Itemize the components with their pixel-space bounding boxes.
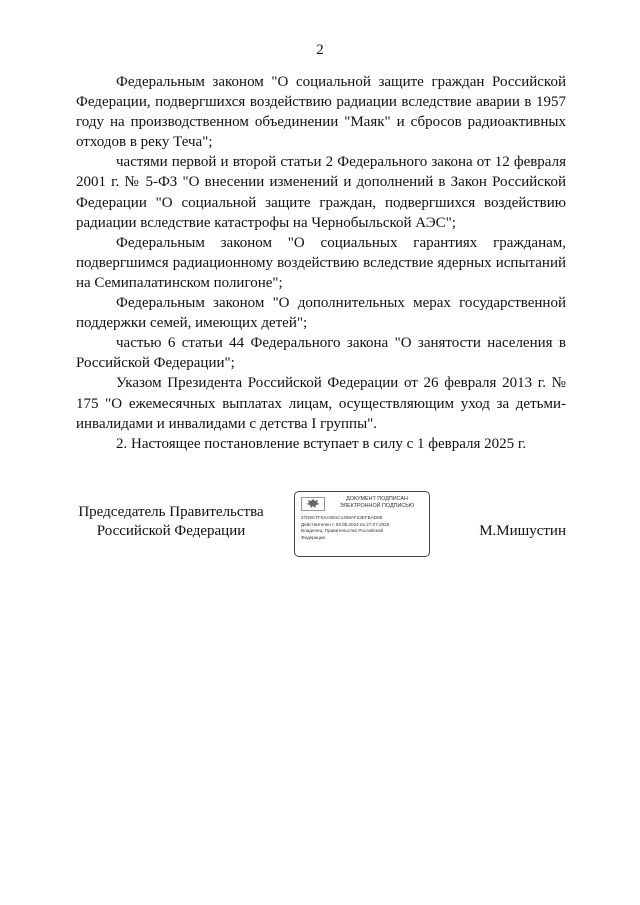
stamp-title-line-2: ЭЛЕКТРОННОЙ ПОДПИСЬЮ xyxy=(339,503,415,509)
stamp-title xyxy=(327,496,427,510)
page-number: 2 xyxy=(316,42,324,58)
paragraph-employment-law: частью 6 статьи 44 Федерального закона "О занятости населения в Российской Федерации"; xyxy=(76,335,566,372)
paragraph-semipalatinsk-law: Федеральным законом "О социальных гарантиях гражданам, подвергшимся радиационному воздействию вследствие ядерных испытаний на Семипалатинском полигоне"; xyxy=(76,234,566,291)
signer-name: М.Мишустин xyxy=(479,523,566,539)
stamp-owner-line-2: Федерации xyxy=(301,534,326,540)
paragraph-chernobyl-law: частями первой и второй статьи 2 Федерального закона от 12 февраля 2001 г. № 5-ФЗ "О внесении изменений и дополнений в Закон Российской Федерации "О социальной защите граждан, подвергшихся воздействию радиации вследствие катастрофы на Чернобыльской АЭС"; xyxy=(76,154,566,231)
signer-title-line-1: Председатель Правительства xyxy=(78,504,264,520)
stamp-details xyxy=(301,515,427,541)
paragraph-presidential-decree: Указом Президента Российской Федерации от 26 февраля 2013 г. № 175 "О ежемесячных выплатах лицам, осуществляющим уход за детьми-инвалидами и инвалидами с детства I группы". xyxy=(76,375,566,432)
paragraph-family-support-law: Федеральным законом "О дополнительных мерах государственной поддержки семей, имеющих детей"; xyxy=(76,295,566,332)
electronic-signature-stamp xyxy=(294,491,430,557)
signer-title-line-2: Российской Федерации xyxy=(96,523,246,539)
stamp-title-line-1: ДОКУМЕНТ ПОДПИСАН xyxy=(346,496,408,502)
signer-title xyxy=(76,503,266,541)
stamp-validity: Действителен с 03.05.2024 по 27.07.2025 xyxy=(301,521,390,527)
paragraph-mayak-law: Федеральным законом "О социальной защите граждан Российской Федерации, подвергшихся воздействию радиации вследствие аварии в 1957 году на производственном объединении "Маяк" и сбросов радиоактивных отходов в реку Теча"; xyxy=(76,74,566,151)
document-body xyxy=(76,72,566,454)
stamp-owner-line-1: Владелец: Правительство Российской xyxy=(301,528,383,534)
paragraph-effective-date: 2. Настоящее постановление вступает в силу с 1 февраля 2025 г. xyxy=(116,435,527,452)
stamp-certificate: 27D8CTF0AA091C1468AF23EFBAD06 xyxy=(301,515,383,520)
state-emblem-icon xyxy=(301,497,325,511)
signature-block xyxy=(76,496,566,563)
